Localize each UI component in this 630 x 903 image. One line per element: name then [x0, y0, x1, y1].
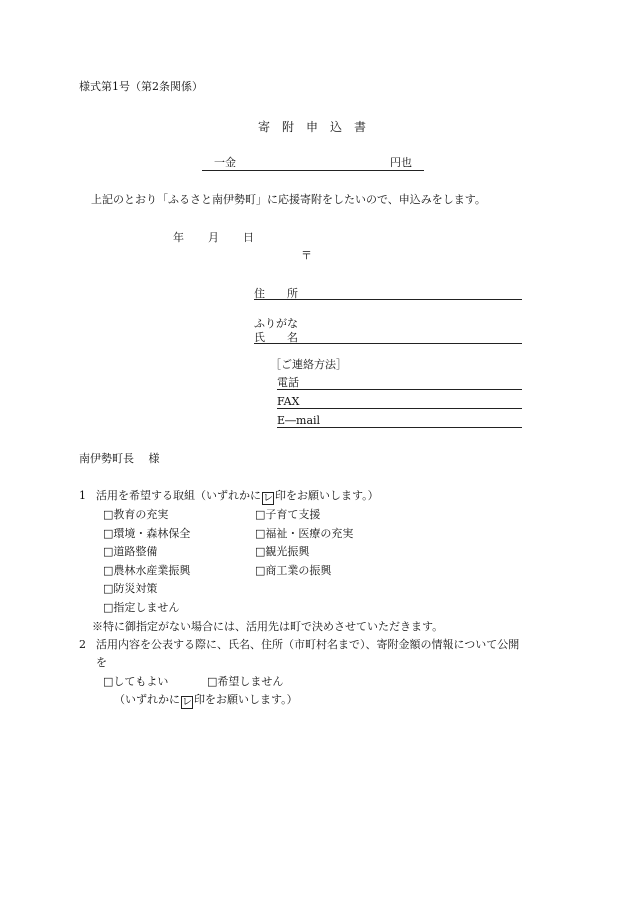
contact-phone-label: 電話: [277, 376, 299, 389]
postal-mark: 〒: [301, 249, 312, 262]
option-childcare[interactable]: □子育て支援: [255, 508, 321, 521]
date-month: 月: [208, 231, 219, 244]
section2-line2: を: [96, 656, 107, 669]
option-disaster[interactable]: □防災対策: [103, 582, 158, 595]
section1-note: ※特に御指定がない場合には、活用先は町で決めさせていただきます。: [92, 620, 444, 633]
check-mark-icon: レ: [263, 493, 273, 504]
phone-underline: [277, 389, 522, 390]
amount-underline: [202, 170, 424, 171]
option-agriculture[interactable]: □農林水産業振興: [103, 564, 191, 577]
option-education[interactable]: □教育の充実: [103, 508, 169, 521]
date-year: 年: [173, 231, 184, 244]
section2-hint-after: 印をお願いします。）: [194, 693, 298, 706]
form-number: 様式第1号（第2条関係）: [79, 80, 203, 93]
amount-prefix: 一金: [214, 156, 236, 169]
section1-text-before: 活用を希望する取組（いずれかに: [96, 489, 261, 502]
section1-text-after: 印をお願いします。）: [275, 489, 379, 502]
addressee: 南伊勢町長 様: [79, 452, 160, 465]
option-roads[interactable]: □道路整備: [103, 545, 158, 558]
option-commerce[interactable]: □商工業の振興: [255, 564, 332, 577]
name-label: 氏 名: [254, 331, 298, 344]
contact-fax-label: FAX: [277, 395, 300, 408]
option-none[interactable]: □指定しません: [103, 601, 180, 614]
option-tourism[interactable]: □観光振興: [255, 545, 310, 558]
intro-text: 上記のとおり「ふるさと南伊勢町」に応援寄附をしたいので、申込みをします。: [91, 193, 486, 206]
furigana-label: ふりがな: [254, 317, 298, 330]
address-underline: [254, 299, 522, 300]
contact-email-label: E―mail: [277, 414, 321, 427]
option-publish-no[interactable]: □希望しません: [207, 675, 284, 688]
date-day: 日: [243, 231, 254, 244]
section2-hint-before: （いずれかに: [114, 693, 180, 706]
option-welfare[interactable]: □福祉・医療の充実: [255, 527, 354, 540]
check-mark-icon: レ: [182, 697, 192, 708]
contact-heading: ［ご連絡方法］: [270, 358, 347, 371]
fax-underline: [277, 408, 522, 409]
address-label: 住 所: [254, 287, 298, 300]
section1-heading: [96, 489, 379, 505]
section2-hint: [114, 693, 298, 709]
section2-number: 2: [79, 638, 86, 651]
page-title: 寄 附 申 込 書: [258, 120, 367, 134]
email-underline: [277, 427, 522, 428]
section2-line1: 活用内容を公表する際に、氏名、住所（市町村名まで）、寄附金額の情報について公開: [96, 638, 520, 651]
section1-number: 1: [79, 489, 86, 502]
option-publish-ok[interactable]: □してもよい: [103, 675, 169, 688]
name-underline: [254, 343, 522, 344]
option-environment[interactable]: □環境・森林保全: [103, 527, 191, 540]
amount-suffix: 円也: [390, 156, 412, 169]
